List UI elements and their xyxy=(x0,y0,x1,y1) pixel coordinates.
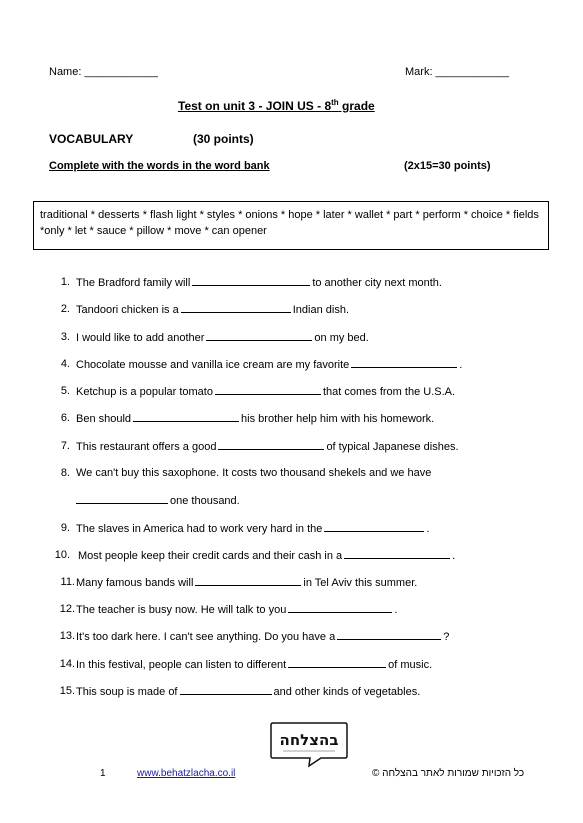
name-field-label: Name: ____________ xyxy=(49,66,158,78)
question-number: 6. xyxy=(60,412,70,424)
question-number: 15. xyxy=(59,685,75,697)
question-text: This restaurant offers a good xyxy=(76,441,217,453)
question-number: 14. xyxy=(59,658,75,670)
question-number: 13. xyxy=(59,630,75,642)
question-text: The teacher is busy now. He will talk to you xyxy=(76,604,287,616)
question-number: 5. xyxy=(60,385,70,397)
question-number: 10. xyxy=(54,549,70,561)
logo-text: בהצלחה xyxy=(279,731,339,749)
instruction-points: (2x15=30 points) xyxy=(404,160,491,172)
question-number: 4. xyxy=(60,358,70,370)
answer-blank[interactable] xyxy=(76,494,168,504)
page-number: 1 xyxy=(100,768,106,779)
answer-blank[interactable] xyxy=(351,358,457,368)
question-text-after: in Tel Aviv this summer. xyxy=(303,577,418,589)
question-text-after: . xyxy=(426,523,430,535)
word-bank-box xyxy=(33,201,549,250)
question-number: 7. xyxy=(60,440,70,452)
question-text-after: Indian dish. xyxy=(292,304,349,316)
question-number: 1. xyxy=(60,276,70,288)
word-bank-text: traditional * desserts * flash light * styles * onions * hope * later * wallet * part * perform * choice * fields *only * let * sauce * pillow * move * can opener xyxy=(40,209,539,237)
answer-blank[interactable] xyxy=(215,385,321,395)
question-text-after: and other kinds of vegetables. xyxy=(273,686,421,698)
question-text: We can't buy this saxophone. It costs two thousand shekels and we have xyxy=(76,467,432,479)
question-text-after: . xyxy=(452,550,456,562)
answer-blank[interactable] xyxy=(206,331,312,341)
website-link[interactable]: www.behatzlacha.co.il xyxy=(137,768,236,779)
question-text: The Bradford family will xyxy=(76,277,191,289)
question-text-after: one thousand. xyxy=(170,495,240,507)
question-number: 9. xyxy=(60,522,70,534)
answer-blank[interactable] xyxy=(180,685,272,695)
question-text: I would like to add another xyxy=(76,332,205,344)
behatzlacha-logo xyxy=(269,720,349,768)
answer-blank[interactable] xyxy=(288,603,392,613)
answer-blank[interactable] xyxy=(324,522,424,532)
question-text: Ben should xyxy=(76,413,132,425)
answer-blank[interactable] xyxy=(181,303,291,313)
question-text-after: ? xyxy=(443,631,450,643)
answer-blank[interactable] xyxy=(133,412,239,422)
instruction-text: Complete with the words in the word bank xyxy=(49,160,270,172)
question-text-after: on my bed. xyxy=(314,332,369,344)
question-number: 12. xyxy=(59,603,75,615)
question-text-after: of music. xyxy=(388,659,433,671)
question-text-after: of typical Japanese dishes. xyxy=(326,441,459,453)
question-number: 3. xyxy=(60,331,70,343)
question-text-after: . xyxy=(394,604,398,616)
question-text: In this festival, people can listen to different xyxy=(76,659,287,671)
answer-blank[interactable] xyxy=(288,658,386,668)
answer-blank[interactable] xyxy=(218,440,324,450)
question-text: Ketchup is a popular tomato xyxy=(76,386,213,398)
test-title-sup: th xyxy=(331,98,339,107)
answer-blank[interactable] xyxy=(192,276,310,286)
copyright-text: כל הזכויות שמורות לאתר בהצלחה © xyxy=(372,768,525,779)
question-text-after: his brother help him with his homework. xyxy=(241,413,435,425)
mark-field-label: Mark: ____________ xyxy=(405,66,509,78)
section-points: (30 points) xyxy=(193,132,254,146)
question-text: The slaves in America had to work very hard in the xyxy=(76,523,323,535)
question-text: Most people keep their credit cards and their cash in a xyxy=(78,550,343,562)
answer-blank[interactable] xyxy=(195,576,301,586)
test-title-end: grade xyxy=(338,99,375,113)
question-number: 8. xyxy=(60,467,70,479)
question-text: Tandoori chicken is a xyxy=(76,304,179,316)
question-text: Many famous bands will xyxy=(76,577,194,589)
question-text-after: . xyxy=(459,359,463,371)
answer-blank[interactable] xyxy=(344,549,450,559)
test-title xyxy=(178,98,375,113)
question-text: It's too dark here. I can't see anything. Do you have a xyxy=(76,631,336,643)
question-text: This soup is made of xyxy=(76,686,178,698)
test-title-main: Test on unit 3 - JOIN US - 8 xyxy=(178,99,332,113)
question-text: Chocolate mousse and vanilla ice cream are my favorite xyxy=(76,359,350,371)
question-text-after: to another city next month. xyxy=(312,277,442,289)
answer-blank[interactable] xyxy=(337,630,441,640)
logo-graphic xyxy=(269,720,349,768)
section-heading: VOCABULARY xyxy=(49,132,134,146)
question-number: 2. xyxy=(60,303,70,315)
question-text-after: that comes from the U.S.A. xyxy=(322,386,456,398)
question-number: 11. xyxy=(60,576,75,588)
